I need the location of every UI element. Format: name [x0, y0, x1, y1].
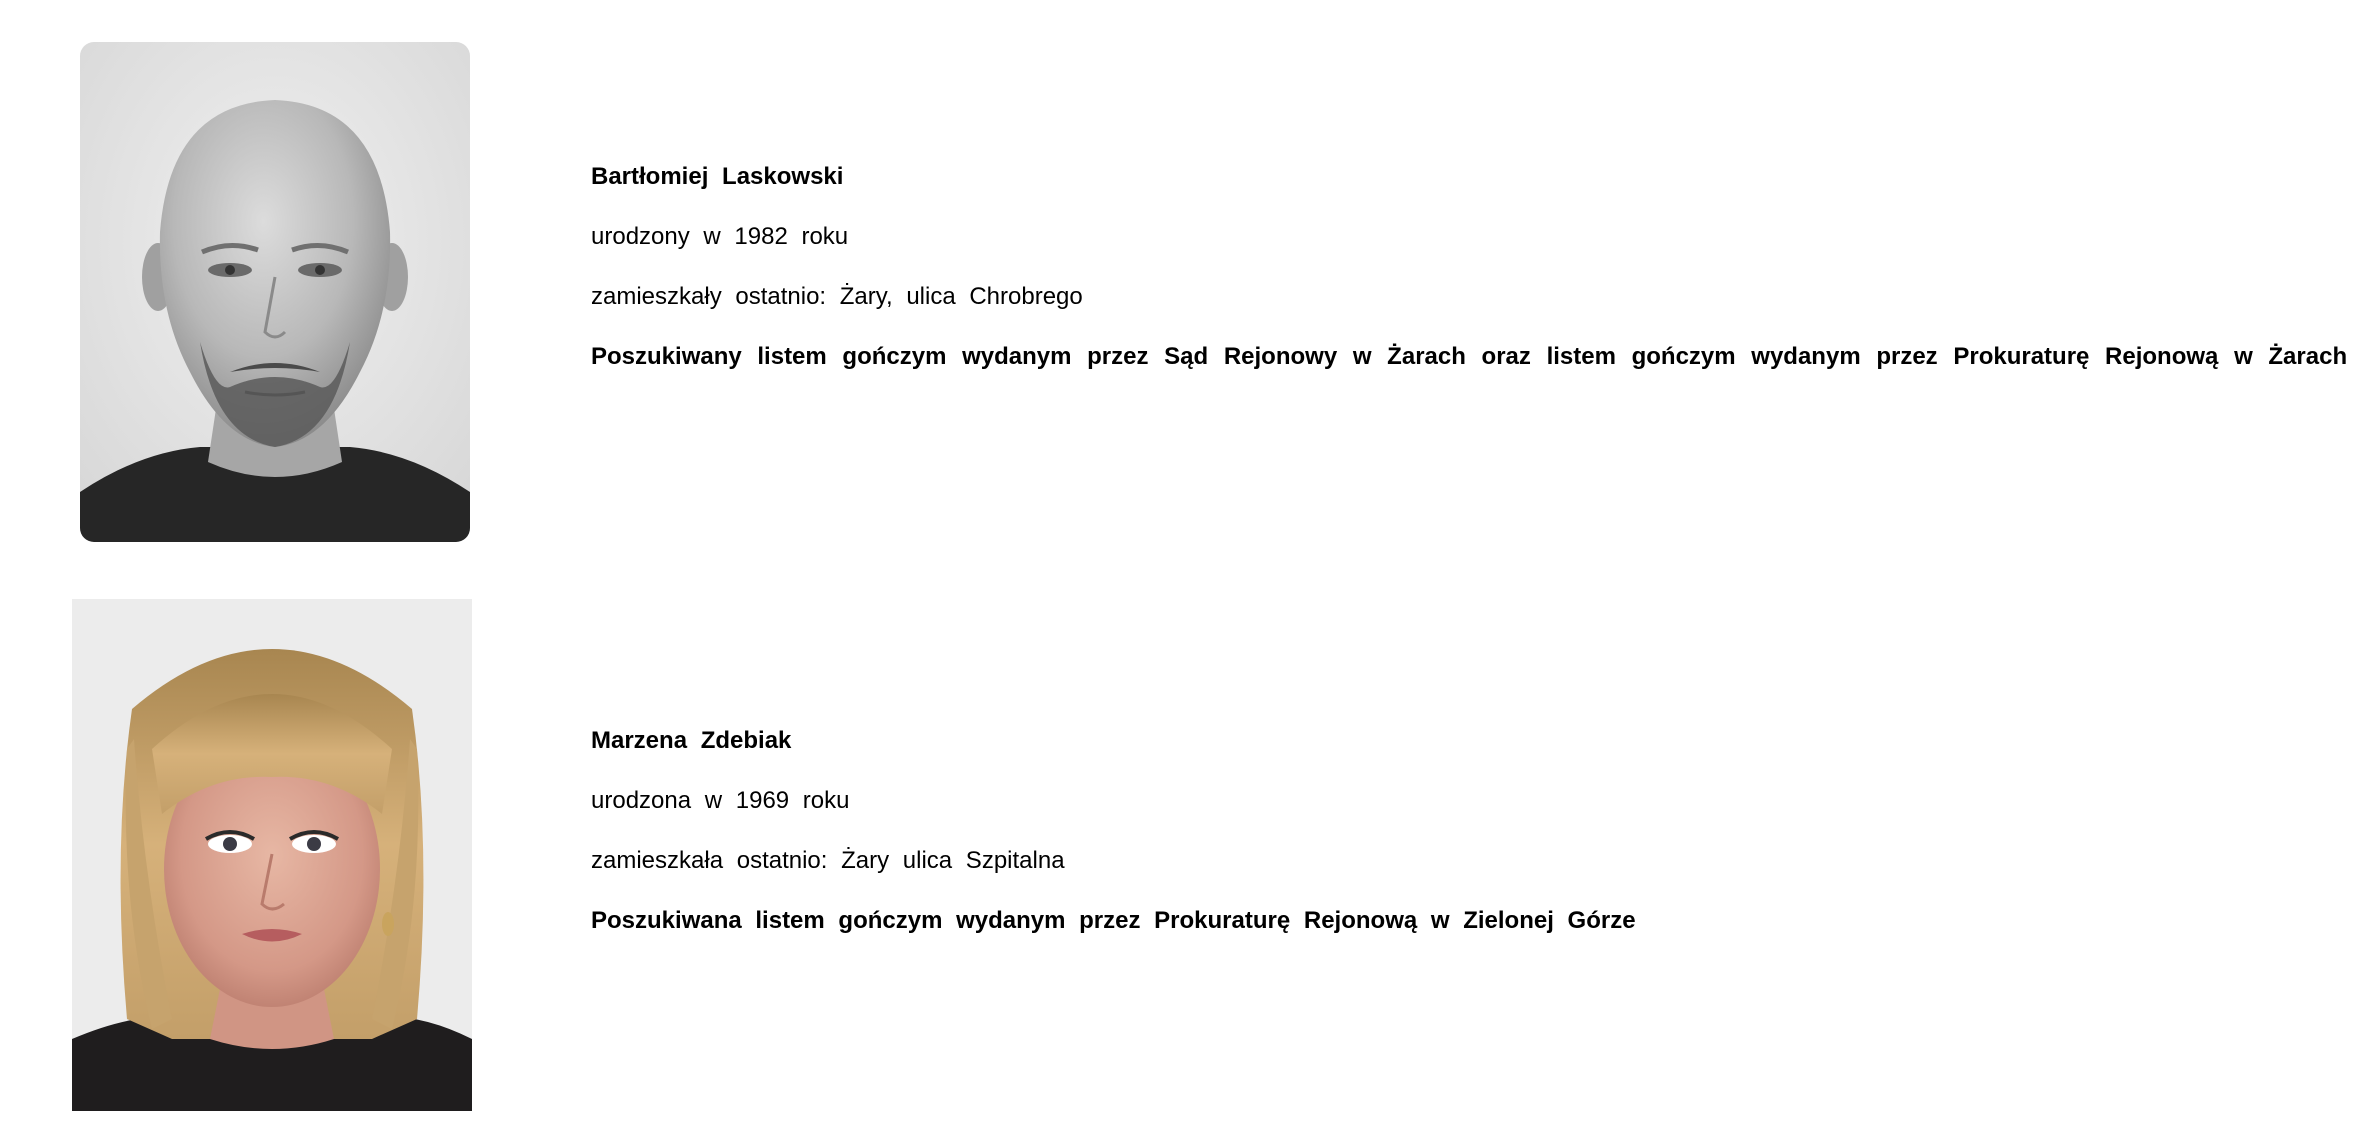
person-photo [80, 42, 470, 542]
last-residence: zamieszkały ostatnio: Żary, ulica Chrobrego [591, 283, 1083, 310]
birth-year: urodzona w 1969 roku [591, 787, 850, 814]
portrait-image [72, 599, 472, 1111]
portrait-image [80, 42, 470, 542]
person-name: Marzena Zdebiak [591, 727, 792, 754]
wanted-person-entry [0, 570, 2378, 1122]
warrant-info: Poszukiwany listem gończym wydanym przez Sąd Rejonowy w Żarach oraz listem gończym wydanym przez Prokuraturę Rejonową w Żarach [591, 343, 2348, 370]
person-name: Bartłomiej Laskowski [591, 163, 844, 190]
person-photo [72, 599, 472, 1111]
last-residence: zamieszkała ostatnio: Żary ulica Szpitalna [591, 847, 1065, 874]
birth-year: urodzony w 1982 roku [591, 223, 849, 250]
person-details [591, 727, 1636, 967]
warrant-info: Poszukiwana listem gończym wydanym przez Prokuraturę Rejonową w Zielonej Górze [591, 907, 1636, 934]
person-details [591, 163, 2347, 403]
